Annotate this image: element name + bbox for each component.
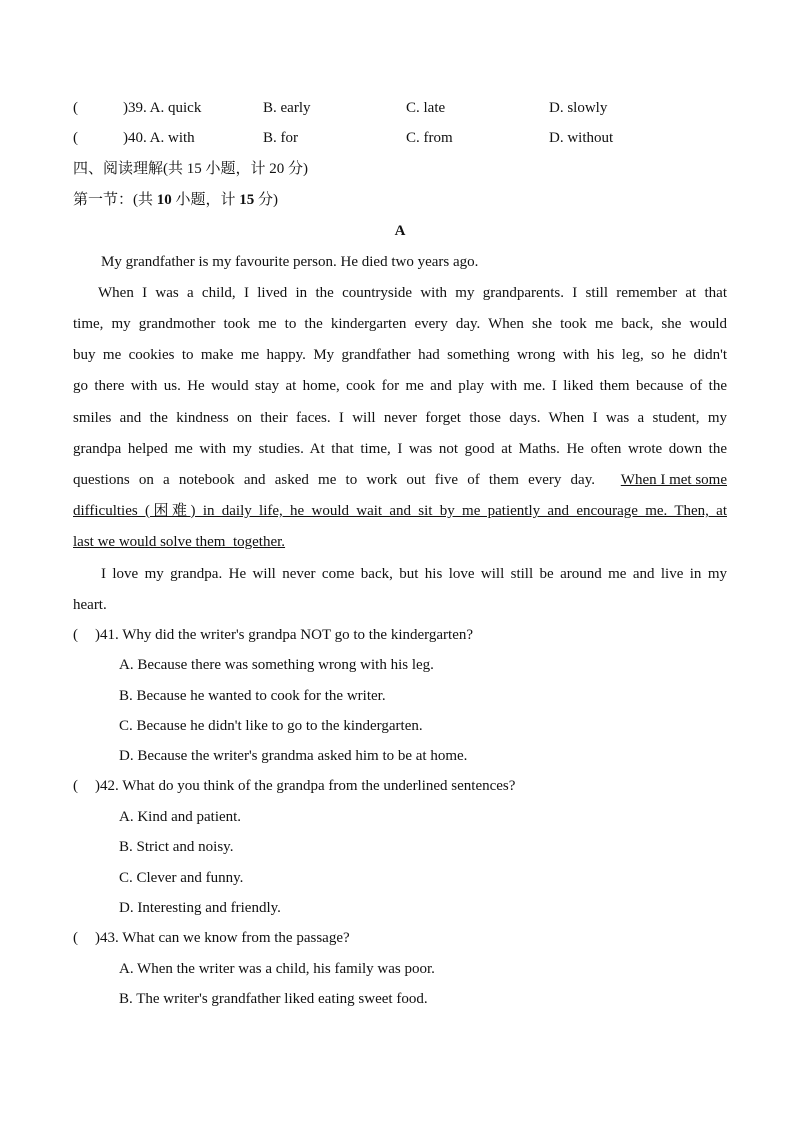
section-heading: 四、阅读理解(共 15 小题，计 20 分) [73,161,308,177]
part-heading-score: 15 [239,192,255,208]
answer-blank-43[interactable]: ( [73,930,78,946]
q41-option-b: B. Because he wanted to cook for the writer. [119,688,386,704]
part-heading-prefix: 第一节：(共 [73,192,157,208]
passage-line: buy me cookies to make me happy. My grandfather had something wrong with his leg, so he didn't [73,347,727,363]
question-40 [73,128,727,148]
answer-blank-40[interactable]: ( [73,130,78,146]
part-heading-count: 10 [156,192,172,208]
q42-option-a: A. Kind and patient. [119,809,242,825]
passage-line: smiles and the kindness on their faces. I will never forget those days. When I was a student, my [73,410,727,426]
q39-option-c: C. late [406,100,446,116]
passage-line: I love my grandpa. He will never come back, but his love will still be around me and live in my [101,566,727,582]
passage-line: When I was a child, I lived in the countryside with my grandparents. I still remember at that [98,285,727,301]
passage-paragraph-1: My grandfather is my favourite person. He died two years ago. [101,254,479,270]
q42-option-c: C. Clever and funny. [119,870,244,886]
answer-blank-39[interactable]: ( [73,100,78,116]
q40-option-a: )40. A. with [123,130,195,146]
passage-line: grandpa helped me with my studies. At that time, I was not good at Maths. He often wrote down the [73,441,727,457]
q43-option-a: A. When the writer was a child, his family was poor. [119,961,435,977]
q40-option-c: C. from [406,130,453,146]
answer-blank-42[interactable]: ( [73,778,78,794]
underlined-sentence: last we would solve them together. [73,534,286,550]
passage-line: time, my grandmother took me to the kindergarten every day. When she took me back, she would [73,316,727,332]
passage-line: heart. [73,597,107,613]
q41-option-a: A. Because there was something wrong with his leg. [119,657,434,673]
passage-line: go there with us. He would stay at home, cook for me and play with me. I liked them because of the [73,378,727,394]
question-42 [73,776,727,796]
q39-option-d: D. slowly [549,100,608,116]
part-heading-mid: 小题，计 [171,192,240,208]
question-39 [73,98,727,118]
q42-option-b: B. Strict and noisy. [119,839,234,855]
question-42-stem: )42. What do you think of the grandpa from the underlined sentences? [95,778,516,794]
question-43-stem: )43. What can we know from the passage? [95,930,350,946]
q42-option-d: D. Interesting and friendly. [119,900,281,916]
q39-option-b: B. early [263,100,311,116]
answer-blank-41[interactable]: ( [73,627,78,643]
q40-option-b: B. for [263,130,298,146]
q41-option-c: C. Because he didn't like to go to the kindergarten. [119,718,423,734]
part-heading-suffix: 分) [254,192,279,208]
q39-option-a: )39. A. quick [123,100,202,116]
underlined-sentence: When I met some [620,472,727,488]
q43-option-b: B. The writer's grandfather liked eating sweet food. [119,991,428,1007]
passage-title: A [394,223,406,239]
question-43 [73,928,727,948]
passage-line-part: questions on a notebook and asked me to work out five of them every day. [73,472,595,488]
underlined-sentence: difficulties (困难) in daily life, he would wait and sit by me patiently and encourage me. Then, at [73,503,727,519]
q41-option-d: D. Because the writer's grandma asked him to be at home. [119,748,468,764]
question-41-stem: )41. Why did the writer's grandpa NOT go to the kindergarten? [95,627,474,643]
part-heading [73,190,278,210]
question-41 [73,625,727,645]
passage-line [73,470,727,490]
q40-option-d: D. without [549,130,614,146]
